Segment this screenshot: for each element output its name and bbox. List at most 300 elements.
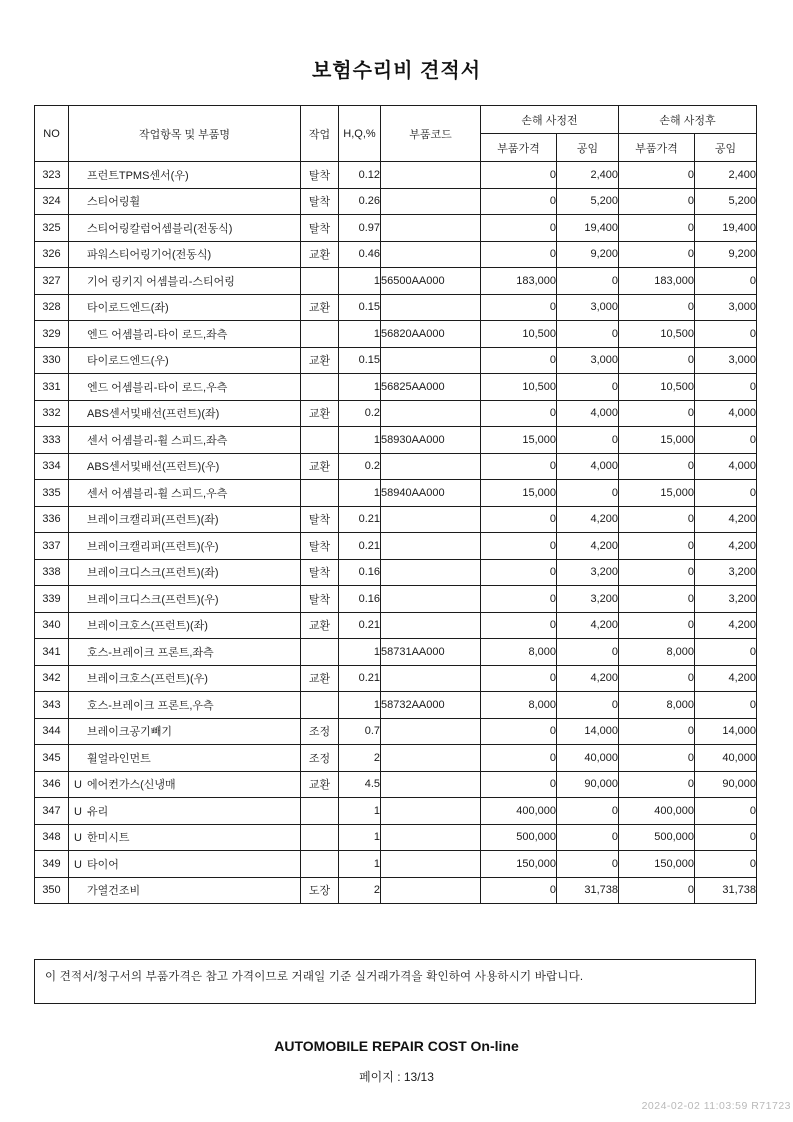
post-part-price: 0 [619, 745, 695, 772]
pre-part-price: 400,000 [481, 798, 557, 825]
pre-labor-cost: 3,000 [557, 294, 619, 321]
hq-value: 1 [339, 824, 381, 851]
row-number: 337 [35, 533, 69, 560]
part-name: 브레이크호스(프런트)(우) [87, 673, 208, 686]
pre-part-price: 183,000 [481, 268, 557, 295]
part-name-cell [69, 506, 301, 533]
work-type: 교환 [301, 612, 339, 639]
row-number: 345 [35, 745, 69, 772]
part-code [381, 533, 481, 560]
pre-labor-cost: 0 [557, 268, 619, 295]
pre-labor-cost: 4,200 [557, 665, 619, 692]
part-name-cell [69, 851, 301, 878]
work-type: 조정 [301, 745, 339, 772]
row-number: 329 [35, 321, 69, 348]
pre-labor-cost: 0 [557, 692, 619, 719]
row-number: 324 [35, 188, 69, 215]
post-labor-cost: 3,200 [695, 559, 757, 586]
post-labor-cost: 31,738 [695, 877, 757, 904]
part-name-cell [69, 268, 301, 295]
row-number: 332 [35, 400, 69, 427]
pre-part-price: 0 [481, 533, 557, 560]
part-code: 58731AA000 [381, 639, 481, 666]
hq-value: 0.21 [339, 533, 381, 560]
work-type [301, 692, 339, 719]
pre-labor-cost: 40,000 [557, 745, 619, 772]
post-labor-cost: 4,200 [695, 665, 757, 692]
table-row [35, 665, 757, 692]
post-labor-cost: 14,000 [695, 718, 757, 745]
table-row [35, 294, 757, 321]
col-header-pre-part-price: 부품가격 [481, 134, 557, 162]
part-name: 기어 링키지 어셈블리-스티어링 [87, 275, 235, 288]
part-name: 한미시트 [87, 832, 130, 845]
pre-part-price: 0 [481, 559, 557, 586]
post-part-price: 500,000 [619, 824, 695, 851]
col-header-no: NO [35, 106, 69, 162]
work-type: 교환 [301, 665, 339, 692]
table-row [35, 586, 757, 613]
table-row [35, 162, 757, 189]
pre-part-price: 0 [481, 586, 557, 613]
pre-labor-cost: 31,738 [557, 877, 619, 904]
pre-part-price: 0 [481, 188, 557, 215]
part-name: 스티어링휠 [87, 196, 141, 209]
part-code [381, 559, 481, 586]
pre-labor-cost: 0 [557, 851, 619, 878]
part-code: 56500AA000 [381, 268, 481, 295]
part-name: 엔드 어셈블리-타이 로드,좌측 [87, 328, 228, 341]
col-header-code: 부품코드 [381, 106, 481, 162]
row-number: 343 [35, 692, 69, 719]
work-type: 교환 [301, 771, 339, 798]
post-labor-cost: 19,400 [695, 215, 757, 242]
col-header-pre-labor: 공임 [557, 134, 619, 162]
pre-labor-cost: 4,200 [557, 506, 619, 533]
pre-part-price: 15,000 [481, 480, 557, 507]
post-part-price: 10,500 [619, 321, 695, 348]
pre-labor-cost: 9,200 [557, 241, 619, 268]
used-part-marker: U [74, 779, 82, 792]
table-row [35, 347, 757, 374]
hq-value: 1 [339, 268, 381, 295]
pre-labor-cost: 0 [557, 639, 619, 666]
part-name: 브레이크캘리퍼(프런트)(좌) [87, 514, 219, 527]
post-labor-cost: 0 [695, 268, 757, 295]
pre-labor-cost: 2,400 [557, 162, 619, 189]
post-part-price: 400,000 [619, 798, 695, 825]
post-labor-cost: 3,000 [695, 294, 757, 321]
post-part-price: 150,000 [619, 851, 695, 878]
footer-brand: AUTOMOBILE REPAIR COST On-line [274, 1038, 519, 1054]
part-code [381, 718, 481, 745]
post-labor-cost: 0 [695, 321, 757, 348]
hq-value: 0.15 [339, 294, 381, 321]
part-code [381, 612, 481, 639]
post-part-price: 0 [619, 400, 695, 427]
part-code [381, 241, 481, 268]
part-name: 브레이크공기빼기 [87, 726, 173, 739]
pre-labor-cost: 0 [557, 824, 619, 851]
work-type: 탈착 [301, 559, 339, 586]
row-number: 341 [35, 639, 69, 666]
col-header-hq: H,Q,% [339, 106, 381, 162]
post-labor-cost: 0 [695, 824, 757, 851]
hq-value: 1 [339, 374, 381, 401]
part-name-cell [69, 612, 301, 639]
work-type: 교환 [301, 241, 339, 268]
part-code [381, 162, 481, 189]
work-type: 조정 [301, 718, 339, 745]
part-name-cell [69, 798, 301, 825]
pre-labor-cost: 0 [557, 480, 619, 507]
part-name: ABS센서및배선(프런트)(우) [87, 461, 220, 474]
pre-labor-cost: 4,200 [557, 612, 619, 639]
pre-part-price: 0 [481, 347, 557, 374]
part-name: 센서 어셈블리-휠 스피드,우측 [87, 487, 228, 500]
row-number: 335 [35, 480, 69, 507]
post-part-price: 15,000 [619, 480, 695, 507]
part-name-cell [69, 559, 301, 586]
used-part-marker: U [74, 805, 82, 818]
pre-part-price: 10,500 [481, 374, 557, 401]
post-part-price: 0 [619, 506, 695, 533]
pre-labor-cost: 0 [557, 427, 619, 454]
hq-value: 1 [339, 692, 381, 719]
post-part-price: 0 [619, 665, 695, 692]
col-header-post-labor: 공임 [695, 134, 757, 162]
hq-value: 1 [339, 321, 381, 348]
print-timestamp: 2024-02-02 11:03:59 R71723 [641, 1100, 791, 1112]
post-part-price: 0 [619, 559, 695, 586]
table-header [35, 106, 757, 162]
hq-value: 0.15 [339, 347, 381, 374]
table-row [35, 851, 757, 878]
work-type: 교환 [301, 453, 339, 480]
pre-labor-cost: 14,000 [557, 718, 619, 745]
used-part-marker: U [74, 858, 82, 871]
row-number: 330 [35, 347, 69, 374]
col-header-item: 작업항목 및 부품명 [69, 106, 301, 162]
post-part-price: 0 [619, 718, 695, 745]
part-code [381, 665, 481, 692]
row-number: 325 [35, 215, 69, 242]
table-row [35, 188, 757, 215]
hq-value: 0.7 [339, 718, 381, 745]
table-row [35, 798, 757, 825]
post-part-price: 0 [619, 877, 695, 904]
row-number: 334 [35, 453, 69, 480]
hq-value: 0.16 [339, 559, 381, 586]
post-labor-cost: 3,200 [695, 586, 757, 613]
pre-part-price: 0 [481, 400, 557, 427]
row-number: 338 [35, 559, 69, 586]
part-name-cell [69, 294, 301, 321]
work-type: 탈착 [301, 533, 339, 560]
post-labor-cost: 3,000 [695, 347, 757, 374]
part-name-cell [69, 745, 301, 772]
part-name: ABS센서및배선(프런트)(좌) [87, 408, 220, 421]
col-header-post-part-price: 부품가격 [619, 134, 695, 162]
part-name: 브레이크디스크(프런트)(우) [87, 593, 219, 606]
notice-box [34, 959, 756, 1004]
part-name-cell [69, 824, 301, 851]
pre-part-price: 0 [481, 612, 557, 639]
hq-value: 0.16 [339, 586, 381, 613]
work-type [301, 268, 339, 295]
work-type [301, 427, 339, 454]
row-number: 344 [35, 718, 69, 745]
part-code [381, 798, 481, 825]
part-code: 58940AA000 [381, 480, 481, 507]
table-row [35, 639, 757, 666]
part-code: 56825AA000 [381, 374, 481, 401]
part-name: 브레이크캘리퍼(프런트)(우) [87, 540, 219, 553]
work-type: 탈착 [301, 188, 339, 215]
table-row [35, 241, 757, 268]
post-part-price: 0 [619, 294, 695, 321]
work-type: 도장 [301, 877, 339, 904]
hq-value: 1 [339, 639, 381, 666]
post-labor-cost: 5,200 [695, 188, 757, 215]
post-labor-cost: 0 [695, 427, 757, 454]
pre-part-price: 8,000 [481, 692, 557, 719]
pre-labor-cost: 0 [557, 321, 619, 348]
hq-value: 1 [339, 427, 381, 454]
part-name-cell [69, 877, 301, 904]
table-row [35, 824, 757, 851]
hq-value: 1 [339, 798, 381, 825]
part-code [381, 877, 481, 904]
pre-part-price: 0 [481, 241, 557, 268]
row-number: 349 [35, 851, 69, 878]
post-labor-cost: 90,000 [695, 771, 757, 798]
row-number: 336 [35, 506, 69, 533]
hq-value: 0.21 [339, 506, 381, 533]
table-row [35, 427, 757, 454]
pre-part-price: 150,000 [481, 851, 557, 878]
part-code [381, 215, 481, 242]
work-type [301, 824, 339, 851]
post-part-price: 15,000 [619, 427, 695, 454]
col-header-pre-assessment: 손해 사정전 [481, 106, 619, 134]
part-name-cell [69, 188, 301, 215]
part-code [381, 824, 481, 851]
row-number: 347 [35, 798, 69, 825]
pre-part-price: 0 [481, 453, 557, 480]
post-part-price: 0 [619, 771, 695, 798]
work-type: 탈착 [301, 162, 339, 189]
pre-labor-cost: 3,200 [557, 559, 619, 586]
pre-part-price: 8,000 [481, 639, 557, 666]
part-name: 호스-브레이크 프론트,우측 [87, 699, 214, 712]
part-code [381, 400, 481, 427]
part-name: 호스-브레이크 프론트,좌측 [87, 646, 214, 659]
table-row [35, 559, 757, 586]
pre-part-price: 0 [481, 665, 557, 692]
hq-value: 0.46 [339, 241, 381, 268]
row-number: 340 [35, 612, 69, 639]
work-type [301, 374, 339, 401]
part-name: 엔드 어셈블리-타이 로드,우측 [87, 381, 228, 394]
post-labor-cost: 2,400 [695, 162, 757, 189]
work-type: 교환 [301, 294, 339, 321]
post-part-price: 0 [619, 453, 695, 480]
part-name: 파워스티어링기어(전동식) [87, 249, 212, 262]
part-name-cell [69, 533, 301, 560]
pre-part-price: 10,500 [481, 321, 557, 348]
table-row [35, 268, 757, 295]
post-labor-cost: 4,000 [695, 453, 757, 480]
row-number: 333 [35, 427, 69, 454]
estimate-table [34, 105, 757, 904]
part-name-cell [69, 241, 301, 268]
work-type: 교환 [301, 400, 339, 427]
post-part-price: 0 [619, 347, 695, 374]
pre-labor-cost: 4,000 [557, 400, 619, 427]
part-code [381, 453, 481, 480]
row-number: 328 [35, 294, 69, 321]
row-number: 350 [35, 877, 69, 904]
part-name-cell [69, 162, 301, 189]
table-row [35, 612, 757, 639]
hq-value: 0.12 [339, 162, 381, 189]
table-row [35, 321, 757, 348]
table-row [35, 480, 757, 507]
pre-labor-cost: 3,200 [557, 586, 619, 613]
part-name: 스티어링칼럼어셈블리(전동식) [87, 222, 233, 235]
part-name: 브레이크디스크(프런트)(좌) [87, 567, 219, 580]
table-row [35, 400, 757, 427]
page-indicator: 페이지 : 13/13 [359, 1070, 434, 1084]
part-code [381, 851, 481, 878]
post-part-price: 10,500 [619, 374, 695, 401]
part-code [381, 188, 481, 215]
used-part-marker: U [74, 832, 82, 845]
part-name: 타이어 [87, 858, 119, 871]
work-type [301, 639, 339, 666]
col-header-post-assessment: 손해 사정후 [619, 106, 757, 134]
post-labor-cost: 0 [695, 851, 757, 878]
part-name-cell [69, 586, 301, 613]
pre-part-price: 0 [481, 771, 557, 798]
part-name-cell [69, 400, 301, 427]
table-row [35, 877, 757, 904]
post-labor-cost: 0 [695, 692, 757, 719]
table-row [35, 374, 757, 401]
pre-labor-cost: 4,000 [557, 453, 619, 480]
work-type [301, 798, 339, 825]
post-labor-cost: 0 [695, 374, 757, 401]
work-type [301, 851, 339, 878]
part-name: 브레이크호스(프런트)(좌) [87, 620, 208, 633]
notice-text: 이 견적서/청구서의 부품가격은 참고 가격이므로 거래일 기준 실거래가격을 확인하여 사용하시기 바랍니다. [45, 971, 584, 983]
pre-labor-cost: 19,400 [557, 215, 619, 242]
table-row [35, 692, 757, 719]
part-name-cell [69, 480, 301, 507]
part-code [381, 745, 481, 772]
pre-part-price: 0 [481, 215, 557, 242]
pre-part-price: 15,000 [481, 427, 557, 454]
hq-value: 2 [339, 877, 381, 904]
post-labor-cost: 4,200 [695, 612, 757, 639]
post-labor-cost: 4,200 [695, 533, 757, 560]
hq-value: 1 [339, 480, 381, 507]
post-labor-cost: 0 [695, 639, 757, 666]
post-labor-cost: 9,200 [695, 241, 757, 268]
pre-part-price: 0 [481, 745, 557, 772]
post-part-price: 0 [619, 612, 695, 639]
col-header-work: 작업 [301, 106, 339, 162]
part-name-cell [69, 374, 301, 401]
post-part-price: 0 [619, 586, 695, 613]
post-part-price: 8,000 [619, 639, 695, 666]
pre-labor-cost: 5,200 [557, 188, 619, 215]
part-name-cell [69, 453, 301, 480]
work-type: 탈착 [301, 586, 339, 613]
pre-labor-cost: 90,000 [557, 771, 619, 798]
part-name: 프런트TPMS센서(우) [87, 169, 189, 182]
pre-part-price: 0 [481, 294, 557, 321]
table-row [35, 745, 757, 772]
part-name-cell [69, 321, 301, 348]
row-number: 348 [35, 824, 69, 851]
work-type: 탈착 [301, 215, 339, 242]
part-code [381, 294, 481, 321]
post-labor-cost: 4,200 [695, 506, 757, 533]
part-code: 56820AA000 [381, 321, 481, 348]
part-code [381, 347, 481, 374]
part-name-cell [69, 771, 301, 798]
part-name: 유리 [87, 805, 109, 818]
part-code [381, 506, 481, 533]
table-body [35, 162, 757, 904]
row-number: 346 [35, 771, 69, 798]
hq-value: 4.5 [339, 771, 381, 798]
pre-part-price: 0 [481, 162, 557, 189]
table-row [35, 533, 757, 560]
pre-part-price: 0 [481, 718, 557, 745]
post-part-price: 8,000 [619, 692, 695, 719]
post-part-price: 0 [619, 215, 695, 242]
post-part-price: 0 [619, 162, 695, 189]
row-number: 326 [35, 241, 69, 268]
work-type: 탈착 [301, 506, 339, 533]
part-code [381, 771, 481, 798]
part-name: 가열건조비 [87, 885, 141, 898]
work-type: 교환 [301, 347, 339, 374]
hq-value: 0.97 [339, 215, 381, 242]
part-code: 58930AA000 [381, 427, 481, 454]
pre-labor-cost: 4,200 [557, 533, 619, 560]
part-code: 58732AA000 [381, 692, 481, 719]
part-name-cell [69, 718, 301, 745]
table-row [35, 215, 757, 242]
table-row [35, 718, 757, 745]
part-name-cell [69, 639, 301, 666]
pre-labor-cost: 3,000 [557, 347, 619, 374]
row-number: 327 [35, 268, 69, 295]
part-name: 타이로드엔드(좌) [87, 302, 169, 315]
post-labor-cost: 0 [695, 480, 757, 507]
pre-labor-cost: 0 [557, 798, 619, 825]
part-name-cell [69, 692, 301, 719]
table-row [35, 506, 757, 533]
part-name-cell [69, 215, 301, 242]
part-name-cell [69, 665, 301, 692]
row-number: 339 [35, 586, 69, 613]
table-row [35, 453, 757, 480]
